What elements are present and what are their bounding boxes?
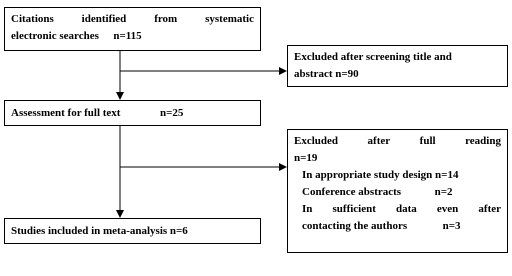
excluded-reason-conference: Conference abstracts	[302, 186, 402, 198]
excluded-reason-data-word: after	[478, 203, 501, 215]
excluded-reason-data-label: contacting the authors	[302, 220, 408, 232]
excluded-reason-conference-line	[294, 184, 501, 201]
citations-word: systematic	[205, 13, 254, 25]
citations-count: n=115	[113, 30, 142, 42]
citations-word: identified	[81, 13, 127, 25]
excluded-screening-line-1: Excluded after screening title and	[294, 51, 452, 63]
citations-source-label: electronic searches	[11, 30, 99, 42]
excluded-reason-data-word: In	[302, 203, 313, 215]
excluded-full-total: n=19	[294, 152, 318, 164]
excluded-full-line-1	[294, 133, 501, 150]
excluded-reason-data-line-2	[294, 218, 501, 235]
studies-included-box	[4, 218, 261, 244]
assessment-count: n=25	[159, 107, 184, 119]
excluded-full-word: Excluded	[294, 135, 339, 147]
excluded-full-word: full	[419, 135, 436, 147]
excluded-reason-data-count: n=3	[442, 220, 461, 232]
studies-included-label: Studies included in meta-analysis n=6	[11, 225, 188, 237]
excluded-reason-data-word: sufficient	[332, 203, 376, 215]
excluded-reason-data-line-1	[294, 201, 501, 218]
excluded-full-word: reading	[465, 135, 501, 147]
excluded-screening-line-2: abstract n=90	[294, 68, 359, 80]
excluded-full-word: after	[367, 135, 391, 147]
citations-word: from	[154, 13, 178, 25]
assessment-box	[4, 100, 261, 126]
excluded-reason-data-word: even	[436, 203, 459, 215]
excluded-reason-study-design: In appropriate study design n=14	[302, 169, 459, 181]
citations-word: Citations	[11, 13, 54, 25]
assessment-line	[11, 105, 254, 122]
excluded-reason-conference-count: n=2	[434, 186, 453, 198]
excluded-screening-box	[287, 45, 508, 87]
excluded-reason-data-word: data	[396, 203, 417, 215]
citations-line-1	[11, 11, 254, 28]
citations-box	[4, 7, 261, 51]
assessment-label: Assessment for full text	[11, 107, 121, 119]
excluded-full-reading-box	[287, 129, 508, 253]
citations-line-2	[11, 28, 254, 45]
